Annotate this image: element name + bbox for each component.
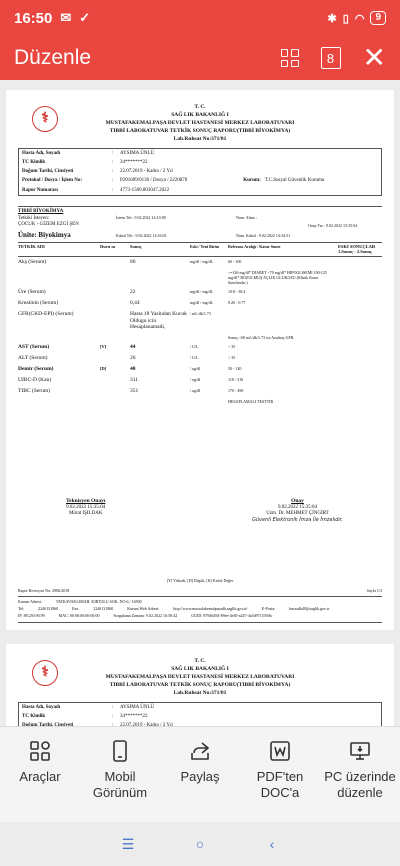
page-count-button[interactable]: 8: [321, 47, 341, 69]
hospital-name: MUSTAFAKEMALPAŞA DEVLET HASTANESİ MERKEZ LABORATUVARI: [105, 119, 295, 126]
mobile-view-icon: [108, 739, 132, 763]
results-section: [18, 206, 382, 405]
vibrate-icon: ▯: [342, 12, 349, 25]
table-row: Üre (Serum) 22 mg/dl / mg/dL 10.8 - 38.4: [18, 288, 246, 295]
patient-info: Hasta Adı, Soyadı : AYSIMA ÜNLÜ TC Kimlik : 34*******22: [18, 702, 382, 741]
report-footer: Kurum Adresi: TATKAVAKLIMAH. KIRTOLU SOK. NO:6 / 16500 Tel: 2246131860 Fax: 2246131860 Kurum Web Adresi: http://www.mustafakemalpasadh.saglik.gov.tr/ E-Posta: bursadh40@saglik.gov.tr IP: 88.250.90.99 MAC: 00:00:00:00:00:00 Sorgulama Zamanı: 9.02.2022 16:50:42 GUID: 87946494-89ee-4e30-a247-4a5d9715394b: [18, 596, 382, 623]
app-bar: [0, 36, 400, 80]
report-type: TIBBİ LABORATUVAR TETKİK SONUÇ RAPORU(TIBBİ BİYOKİMYA): [109, 127, 291, 134]
document-viewer[interactable]: [0, 80, 400, 726]
page-number: Sayfa 1/3: [366, 588, 382, 593]
accept-date: Kabul Trh : 9.02.2022 14:16:01: [116, 233, 167, 239]
doctor-approval: Onay 9.02.2022 15:35:04 Uzm. Dr. MEHMET ÇİNGİRT Güvenli Elektronik İmza İle İmzalıdır.: [252, 498, 343, 524]
share-button[interactable]: Paylaş: [160, 727, 240, 822]
close-icon[interactable]: ✕: [362, 42, 386, 73]
share-icon: [188, 739, 212, 763]
table-row: AST (Serum) [V] 44 / U/L < 35: [18, 344, 236, 351]
pc-edit-button[interactable]: PC üzerinde düzenle: [320, 727, 400, 822]
table-row: ALT (Serum) 26 / U/L < 35: [18, 355, 236, 362]
status-time: 16:50: [14, 9, 53, 27]
table-header: TETKİK ADI Duru m Sonuç Eski / Yeni Birim Referans Aralığı / Karar Sınırı ESKİ SONUÇLAR 1.Sonuç - 2.Sonuç: [18, 242, 382, 257]
report-header: ⚕ T. C. SAĞ LIK BAKANLIĞ I MUSTAFAKEMALPAŞA DEVLET HASTANESİ MERKEZ LABORATUVARI TIBBİ LABORATUVAR TETKİK SONUÇ RAPORU(TIBBİ BİYOKİMYA) Lab.Ruhsat No:371/01: [6, 658, 394, 698]
mobile-view-button[interactable]: Mobil Görünüm: [80, 727, 160, 822]
info-row: Hasta Adı, Soyadı : AYSIMA ÜNLÜ: [22, 150, 155, 156]
table-row: Sonuç <60 mL/dk/1.73 ise Azalmış GFR.: [228, 335, 295, 341]
revision-no: Rapor Revizyon No: 2906/2018: [18, 588, 70, 593]
ministry-line-2: SAĞ LIK BAKANLIĞ I: [171, 111, 229, 118]
table-row: Akş (Serum) 80 mg/dl / mg/dL 60 - 100: [18, 259, 242, 265]
table-row: Kreatinin (Serum) 0,44 mg/dl / mg/dL 0.26 - 0.77: [18, 299, 246, 306]
pdf-page-1: [6, 90, 394, 630]
bottom-toolbar: [0, 726, 400, 822]
home-icon[interactable]: ○: [195, 836, 205, 852]
grid-view-icon[interactable]: [281, 49, 299, 67]
recents-icon[interactable]: ☰: [121, 835, 135, 852]
tools-button[interactable]: Araçlar: [0, 727, 80, 822]
table-row: TIBC (Serum) 351 / ug/dl 170 - 490: [18, 387, 244, 394]
report-header: [6, 104, 394, 144]
bluetooth-icon: ✱: [327, 12, 337, 25]
patient-info: [18, 148, 382, 196]
back-icon[interactable]: ‹: [269, 836, 275, 852]
pdf-to-doc-button[interactable]: PDF'ten DOC'a: [240, 727, 320, 822]
download-done-icon: ✓: [79, 10, 91, 25]
status-bar: [0, 0, 400, 36]
pc-icon: [348, 739, 372, 763]
notification-icon: ✉: [60, 10, 72, 25]
table-row: >=126 mg/dl* DIABET <70 mg/dl* HIPOGLISEMI 100-125 mg/dl* BOZULMUŞ AÇLIK GLUKOZU (Klinik Karar Sınırlarıdır.): [228, 269, 327, 285]
battery-icon: 9: [370, 11, 386, 25]
unit-title: Ünite: Biyokimya: [18, 231, 71, 239]
legend: [Y] Yüksek, [D] Düşük, [K] Kritik Değer: [166, 578, 234, 583]
request-date: İstem Trh : 9.02.2022 14:10:00: [116, 215, 166, 221]
table-row: GFR(CKD-EPI) (Serum) Hasta 18 Yasindan Kucuk Oldugu icin Hesaplanamadi, / mL/dk/1.73: [18, 310, 211, 331]
ministry-logo-icon: ⚕: [32, 660, 58, 686]
table-row: HESAPLAMALI TESTTİR: [228, 398, 274, 404]
result-rows: [18, 257, 382, 406]
sample-date: Num. Alma :: [236, 215, 257, 221]
word-icon: [268, 739, 292, 763]
requester-label: Tetkiki İsteyen:: [18, 215, 50, 221]
table-row: UIBC-D (Kan) 311 / ug/dl 118 - 318: [18, 376, 244, 383]
info-row: Rapor Numarası : 4773-1500.803047.2022: [22, 187, 170, 193]
ministry-logo-icon: ⚕: [32, 106, 58, 132]
license-no: Lab.Ruhsat No:371/01: [173, 135, 227, 142]
table-row: Demir (Serum) [D] 40 / ug/dl 50 - 120: [18, 366, 242, 372]
tools-icon: [28, 739, 52, 763]
tech-approval: Teknisyen Onayı 9.02.2022 15:35:04 Mürat IŞILDAK: [66, 498, 106, 517]
info-row: TC Kimlik : 34*******22: [22, 159, 148, 165]
requester: ÇOCUK - GİZEM EZGİ ŞEN: [18, 221, 79, 227]
ministry-line: T. C.: [194, 104, 206, 110]
e-signature-stamp: Güvenli Elektronik İmza İle İmzalıdır.: [252, 517, 343, 524]
approval-date: Onay Tar : 9.02.2022 15:35:04: [308, 223, 358, 229]
info-row: Protokol / Dosya / İşlem No: : P201609/0130 / Dosya / 2220870 Kurum: T.C.Sosyal Güvenlik Kurumu: [22, 178, 325, 184]
sample-accept-date: Num. Kabul : 9.02.2022 14:34:51: [236, 233, 291, 239]
wifi-icon: ◠: [354, 12, 365, 25]
page-title: Düzenle: [14, 46, 92, 69]
info-row: Doğum Tarihi, Cinsiyeti : 22.07.2019 - Kadın / 2 Yıl: [22, 169, 173, 174]
system-nav-bar: [0, 822, 400, 866]
section-title: TIBBİ BİYOKİMYA: [18, 209, 64, 215]
